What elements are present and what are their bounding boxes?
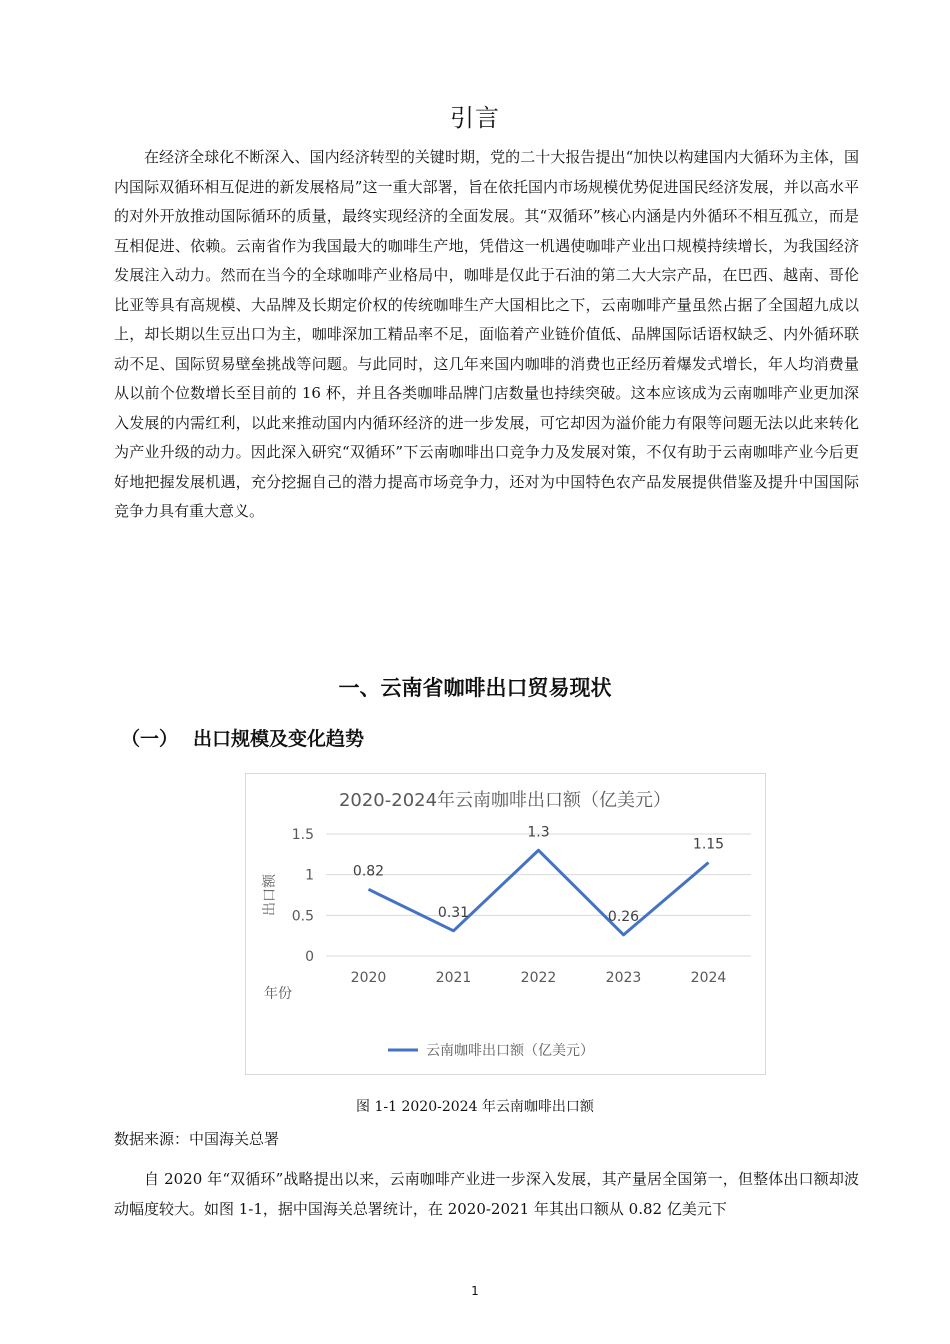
x-tick-label: 2024	[690, 970, 727, 986]
y-tick-label: 1.5	[291, 827, 314, 843]
data-label: 1.15	[692, 836, 725, 853]
page-number: 1	[471, 1284, 479, 1298]
body-paragraph-2: 自 2020 年“双循环”战略提出以来，云南咖啡产业进一步深入发展，其产量居全国第一，但整体出口额却波动幅度较大。如图 1-1，据中国海关总署统计，在 2020-2021 年其出口额从 0.82 亿美元下	[114, 1170, 859, 1218]
subsection-heading	[121, 724, 364, 751]
y-tick-label: 0.5	[291, 908, 314, 925]
x-tick-label: 2020	[350, 970, 387, 986]
y-axis-label: 出口额	[262, 874, 278, 916]
data-label: 0.26	[607, 908, 640, 925]
chart-canvas	[246, 774, 765, 1074]
page-title: 引言	[450, 104, 500, 132]
figure-caption: 图 1-1 2020-2024 年云南咖啡出口额	[356, 1099, 594, 1115]
data-label: 0.31	[437, 904, 470, 921]
data-label: 1.3	[527, 824, 550, 841]
chart-title: 2020-2024年云南咖啡出口额（亿美元）	[338, 790, 672, 811]
subsection-number: （一）	[121, 728, 179, 750]
y-tick-label: 1	[305, 867, 314, 884]
x-tick-label: 2022	[520, 970, 557, 986]
data-label: 0.82	[352, 863, 385, 880]
legend-label: 云南咖啡出口额（亿美元）	[426, 1043, 594, 1059]
x-axis-label: 年份	[264, 986, 292, 1002]
export-line-chart	[245, 773, 766, 1075]
x-tick-label: 2023	[605, 970, 642, 986]
data-source: 数据来源：中国海关总署	[114, 1130, 280, 1148]
y-tick-label: 0	[305, 949, 314, 965]
x-tick-label: 2021	[435, 970, 472, 986]
subsection-title: 出口规模及变化趋势	[193, 728, 365, 750]
intro-paragraph: 在经济全球化不断深入、国内经济转型的关键时期，党的二十大报告提出“加快以构建国内大循环为主体，国内国际双循环相互促进的新发展格局”这一重大部署，旨在依托国内市场规模优势促进国民经济发展，并以高水平的对外开放推动国际循环的质量，最终实现经济的全面发展。其“双循环”核心内涵是内外循环不相互孤立，而是互相促进、依赖。云南省作为我国最大的咖啡生产地，凭借这一机遇使咖啡产业出口规模持续增长，为我国经济发展注入动力。然而在当今的全球咖啡产业格局中，咖啡是仅此于石油的第二大大宗产品，在巴西、越南、哥伦比亚等具有高规模、大品牌及长期定价权的传统咖啡生产大国相比之下，云南咖啡产量虽然占据了全国超九成以上，却长期以生豆出口为主，咖啡深加工精品率不足，面临着产业链价值低、品牌国际话语权缺乏、内外循环联动不足、国际贸易壁垒挑战等问题。与此同时，这几年来国内咖啡的消费也正经历着爆发式增长，年人均消费量从以前个位数增长至目前的 16 杯，并且各类咖啡品牌门店数量也持续突破。这本应该成为云南咖啡产业更加深入发展的内需红利，以此来推动国内内循环经济的进一步发展，可它却因为溢价能力有限等问题无法以此来转化为产业升级的动力。因此深入研究“双循环”下云南咖啡出口竞争力及发展对策，不仅有助于云南咖啡产业今后更好地把握发展机遇，充分挖掘自己的潜力提高市场竞争力，还对为中国特色农产品发展提供借鉴及提升中国国际竞争力具有重大意义。	[114, 148, 859, 520]
section-heading: 一、云南省咖啡出口贸易现状	[338, 676, 612, 700]
series-line	[369, 850, 709, 935]
